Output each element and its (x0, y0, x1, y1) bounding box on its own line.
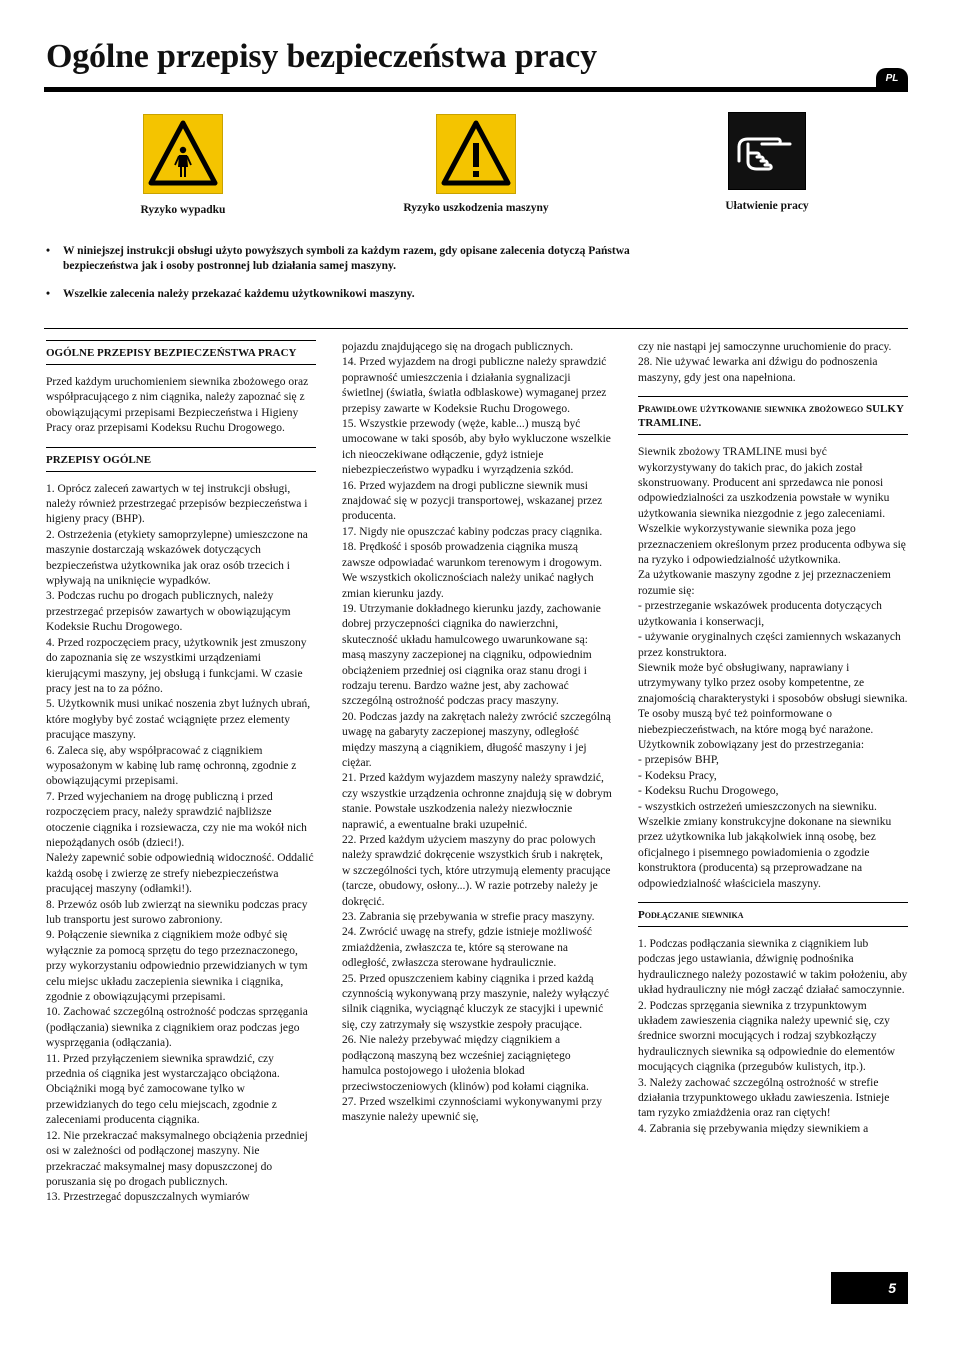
paragraph: - wszystkich ostrzeżeń umieszczonych na siewniku. (638, 800, 877, 813)
section-heading: PRZEPISY OGÓLNE (46, 447, 316, 472)
list-item: 4. Zabrania się przebywania między siewnikiem a (638, 1122, 869, 1135)
list-item: Należy zapewnić sobie odpowiednią widoczność. Oddalić każdą osobę i zwierzę ze strefy niebezpieczeństwa pracującej maszyny (odłamki!). (46, 852, 314, 896)
section-heading: OGÓLNE PRZEPISY BEZPIECZEŃSTWA PRACY (46, 340, 316, 365)
list-item: 6. Zaleca się, aby współpracować z ciągnikiem wyposażonym w kabinę lub ramę ochronną, zgodnie z obowiązującymi przepisami. (46, 744, 297, 788)
paragraph: Wszelkie wykorzystywanie siewnika poza jego przeznaczeniem określonym przez producenta odbywa się na ryzyko i odpowiedzialność użytkownika. (638, 523, 906, 567)
section-divider (44, 328, 908, 329)
person-warning-icon (143, 114, 223, 194)
column-1 (46, 340, 316, 1206)
list-item: 14. Przed wyjazdem na drogi publiczne należy sprawdzić poprawność umieszczenia i działania sygnalizacji świetlnej (światła, światła odblaskowe) wymaganej przez przepisy zawarte w Kodeksie Ruchu Drogowego. (342, 356, 607, 415)
page-number: 5 (831, 1272, 908, 1304)
list-item: 21. Przed każdym wyjazdem maszyny należy sprawdzić, czy wszystkie urządzenia ochronne znajdują się w dobrym stanie. Powstałe uszkodzenia należy niezwłocznie naprawić, a ewentualne braki uzupełnić. (342, 772, 612, 831)
list-item: 15. Wszystkie przewody (węże, kable...) muszą być umocowane w taki sposób, aby było wykluczone wszelkie ich nieoczekiwane odłączenie, gdyż istnieje niebezpieczeństwo wypadku i wyrządzenia szkód. (342, 418, 611, 477)
paragraph: - używanie oryginalnych części zamiennych wskazanych przez konstruktora. (638, 631, 901, 659)
list-item: 28. Nie używać lewarka ani dźwigu do podnoszenia maszyny, gdy jest ona napełniona. (638, 356, 878, 384)
heading-suffix: SULKY TRAMLINE. (638, 403, 904, 430)
symbol-accident-risk (103, 114, 263, 216)
bullet-item: • Wszelkie zalecenia należy przekazać każdemu użytkownikowi maszyny. (46, 287, 666, 302)
paragraph: - Kodeksu Pracy, (638, 769, 717, 782)
paragraph: Siewnik może być obsługiwany, naprawiany i utrzymywany tylko przez osoby kompetentne, ze znajomością charakterystyki i sposobów obsługi siewnika. Te osoby muszą być też poinformowane o niebezpieczeństwach, na które mogą być narażone. (638, 661, 908, 736)
intro-bullets (46, 244, 666, 315)
exclamation-warning-icon (436, 114, 516, 194)
paragraph: - Kodeksu Ruchu Drogowego, (638, 785, 779, 798)
list-item: 5. Użytkownik musi unikać noszenia zbyt luźnych ubrań, które mogłyby być zostać wciągnięte przez elementy pracujące maszyny. (46, 698, 311, 742)
list-item: 26. Nie należy przebywać między ciągnikiem a podłączoną maszyną bez wcześniej zaciągniętego hamulca postojowego i ułożenia blokad przeciwstoczeniowych (klinów) pod kołami ciągnika. (342, 1034, 589, 1093)
list-item: 3. Należy zachować szczególną ostrożność w strefie działania trzypunktowego układu zawieszenia. Istnieje tam ryzyko zmiażdżenia oraz ran ciętych! (638, 1076, 890, 1120)
list-item: 17. Nigdy nie opuszczać kabiny podczas pracy ciągnika. (342, 525, 603, 538)
list-item: 8. Przewóz osób lub zwierząt na siewniku podczas pracy lub transportu jest surowo zabroniony. (46, 898, 308, 926)
list-item: pojazdu znajdującego się na drogach publicznych. (342, 341, 574, 353)
paragraph: - przepisów BHP, (638, 754, 719, 767)
section-heading (638, 396, 908, 435)
symbol-label: Ryzyko wypadku (140, 204, 226, 216)
page-title: Ogólne przepisy bezpieczeństwa pracy (46, 38, 597, 75)
section-heading (638, 902, 908, 927)
paragraph: Przed każdym uruchomieniem siewnika zbożowego oraz współpracującego z nim ciągnika, należy zapoznać się z obowiązującymi przepisami Bezpieczeństwa i Higieny Pracy oraz przepisami Kodeksu Ruchu Drogowego. (46, 376, 309, 435)
paragraph: Za użytkowanie maszyny zgodne z jej przeznaczeniem rozumie się: (638, 569, 891, 597)
list-item: 2. Podczas sprzęgania siewnika z trzypunktowym układem zawieszenia ciągnika należy upewnić się, czy średnice sworzni mocujących i rodzaj szybkozłączy hydraulicznych siewnika są odpowiednie do elementów mocujących ciągnika (przegubów kulistych, itp.). (638, 999, 896, 1074)
list-item: 16. Przed wyjazdem na drogi publiczne siewnik musi znajdować się w pozycji transportowej, wskazanej przez producenta. (342, 479, 603, 523)
pointing-hand-icon (728, 112, 806, 190)
list-item: 27. Przed wszelkimi czynnościami wykonywanymi przy maszynie należy upewnić się, (342, 1095, 602, 1124)
bullet-item: • W niniejszej instrukcji obsługi użyto powyższych symboli za każdym razem, gdy opisane zalecenia dotyczą Państwa bezpieczeństwa jak i osoby postronnej lub działania samej maszyny. (46, 244, 666, 274)
list-item: 13. Przestrzegać dopuszczalnych wymiarów (46, 1191, 250, 1204)
list-item: 3. Podczas ruchu po drogach publicznych, należy przestrzegać przepisów zawartych w obowiązującym Kodeksie Ruchu Drogowego. (46, 590, 291, 634)
list-item: 1. Podczas podłączania siewnika z ciągnikiem lub podczas jego ustawiania, dźwignię podnośnika hydraulicznego należy pozostawić w takim położeniu, aby układ hydrauliczny nie mógł zacząć działać samoczynnie. (638, 938, 908, 997)
heading-smallcaps: Prawidłowe użytkowanie siewnika zbożowego (638, 403, 864, 416)
column-2 (342, 340, 612, 1126)
list-item: 10. Zachować szczególną ostrożność podczas sprzęgania (podłączania) siewnika z ciągnikiem oraz podczas jego wysprzęgania (odłączania). (46, 1006, 308, 1050)
list-item: 24. Zwrócić uwagę na strefy, gdzie istnieje możliwość zmiażdżenia, zwłaszcza te, które są sterowane na odległość, zwłaszcza sterowane hydraulicznie. (342, 926, 592, 970)
paragraph: Wszelkie zmiany konstrukcyjne dokonane na siewniku przez użytkownika lub jakąkolwiek inną osobę, bez oficjalnego i pisemnego powiadomienia o zgodzie konstruktora (producenta) są przeprowadzane na odpowiedzialność właściciela maszyny. (638, 815, 892, 890)
list-item: 18. Prędkość i sposób prowadzenia ciągnika muszą zawsze odpowiadać warunkom terenowym i drogowym. We wszystkich okolicznościach należy unikać nagłych zmian kierunku jazdy. (342, 541, 602, 600)
list-item: 22. Przed każdym użyciem maszyny do prac polowych należy sprawdzić dokręcenie wszystkich śrub i nakrętek, w szczególności tych, które utrzymują elementy pracujące (tarcze, obudowy, osłony...). W razie potrzeby należy je dokręcić. (342, 834, 611, 908)
list-item: 12. Nie przekraczać maksymalnego obciążenia przedniej osi w zależności od podłączonej maszyny. Nie przekraczać maksymalnej masy dopuszczonej do poruszania się po drogach publicznych. (46, 1129, 308, 1188)
list-item: 11. Przed przyłączeniem siewnika sprawdzić, czy przednia oś ciągnika jest wystarczająco obciążona. Obciążniki mogą być zamocowane tylko w przewidzianych do tego celu miejscach, zgodnie z zaleceniami producenta ciągnika. (46, 1052, 280, 1127)
list-item: 9. Połączenie siewnika z ciągnikiem może odbyć się wyłącznie za pomocą sprzętu do tego przeznaczonego, przy wykorzystaniu odpowiednio przewidzianych w tym celu miejsc układu zaczepienia siewnika i ciągnika, zgodnie z obowiązującymi przepisami. (46, 929, 308, 1004)
list-item: 2. Ostrzeżenia (etykiety samoprzylepne) umieszczone na maszynie dostarczają wskazówek dotyczących bezpieczeństwa użytkownika jak oraz osób trzecich i wpływają na uniknięcie wypadków. (46, 528, 308, 588)
title-rule (44, 87, 908, 92)
list-item: 23. Zabrania się przebywania w strefie pracy maszyny. (342, 911, 595, 924)
column-3 (638, 340, 908, 1137)
list-item: 1. Oprócz zaleceń zawartych w tej instrukcji obsługi, należy również przestrzegać przepisów bezpieczeństwa i higieny pracy (BHP). (46, 482, 308, 526)
symbol-label: Ułatwienie pracy (725, 200, 809, 212)
paragraph: Siewnik zbożowy TRAMLINE musi być wykorzystywany do takich prac, do jakich został skonstruowany. Producent ani sprzedawca nie ponosi odpowiedzialności za uszkodzenia powstałe w wyniku użytkowania siewnika niezgodnie z jego zaleceniami. (638, 446, 890, 520)
heading-smallcaps: Podłączanie siewnika (638, 909, 744, 921)
list-item: 4. Przed rozpoczęciem pracy, użytkownik jest zmuszony do zapoznania się ze wszystkimi urządzeniami kierującymi maszyny, jej obsługą i funkcjami. W czasie pracy jest na to za późno. (46, 636, 307, 695)
list-item: czy nie nastąpi jej samoczynne uruchomienie do pracy. (638, 341, 892, 353)
list-item: 7. Przed wyjechaniem na drogę publiczną i przed rozpoczęciem pracy, należy sprawdzić najbliższe otoczenie ciągnika i rozsiewacza, czy nie ma wokół nich niepożądanych osób (dzieci!). (46, 790, 307, 849)
symbol-machine-damage-risk (376, 114, 576, 214)
list-item: 19. Utrzymanie dokładnego kierunku jazdy, zachowanie dobrej przyczepności ciągnika do nawierzchni, skuteczność układu hamulcowego uwarunkowane są: masą maszyny zaczepionej na ciągniku, odpowiednim obciążeniem przedniej osi ciągnika oraz stanu drogi i rodzaju terenu. Bardzo ważne jest, aby zachować szczególną ostrożność podczas pracy maszyny. (342, 602, 601, 708)
list-item: 25. Przed opuszczeniem kabiny ciągnika i przed każdą czynnością wykonywaną przy maszynie, należy wyłączyć silnik ciągnika, wyciągnąć kluczyk ze stacyjki i upewnić się, czy zatrzymały się wszystkie zespoły pracujące. (342, 972, 609, 1031)
symbol-label: Ryzyko uszkodzenia maszyny (403, 202, 549, 214)
symbol-work-facilitation (693, 112, 841, 212)
paragraph: Użytkownik zobowiązany jest do przestrzegania: (638, 738, 865, 751)
paragraph: - przestrzeganie wskazówek producenta dotyczących użytkowania i konserwacji, (638, 600, 882, 628)
list-item: 20. Podczas jazdy na zakrętach należy zwrócić szczególną uwagę na gabaryty zaczepionej maszyny, odległość między maszyną a ciągnikiem, długość maszyny i jej ciężar. (342, 710, 611, 769)
language-badge: PL (876, 68, 908, 92)
